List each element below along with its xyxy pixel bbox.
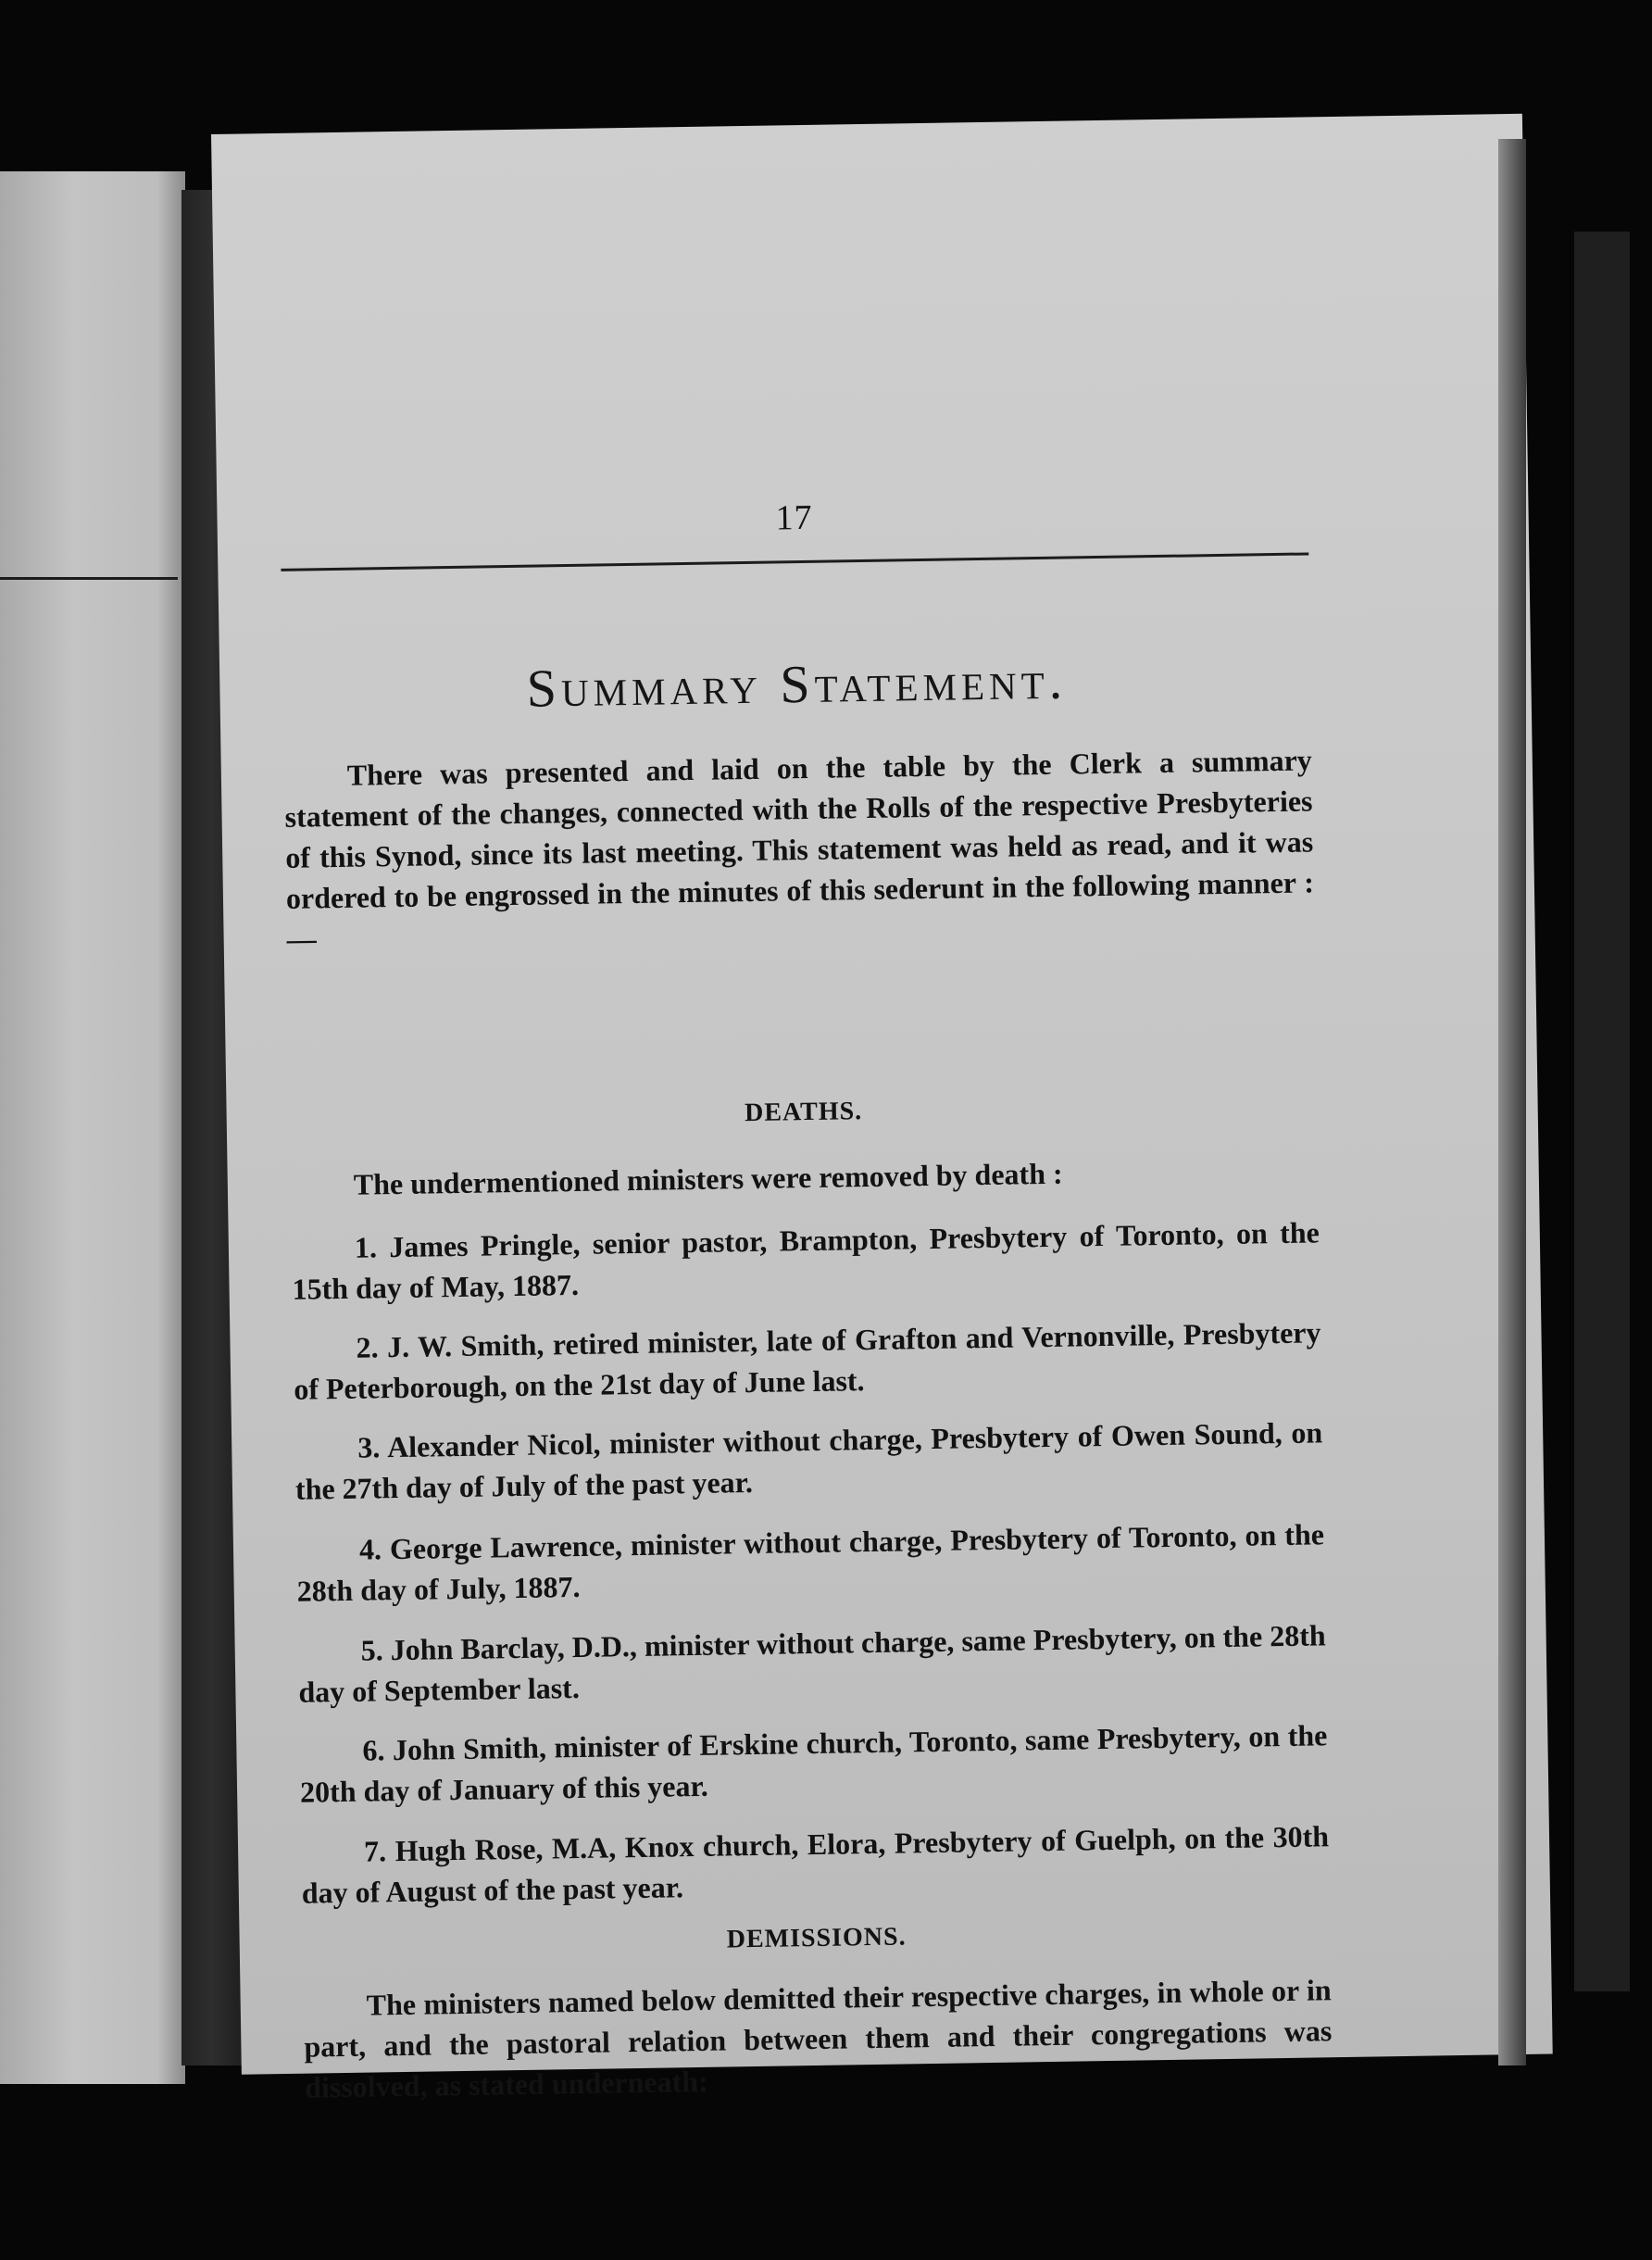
facing-page — [0, 171, 185, 2084]
page-title: Summary Statement. — [526, 649, 1068, 719]
deaths-lead: The undermentioned ministers were removed by death : — [353, 1156, 1063, 1201]
death-entry-6: 6. John Smith, minister of Erskine church, Toronto, same Presbytery, on the 20th day of January of this year. — [299, 1718, 1328, 1809]
death-entry-3: 3. Alexander Nicol, minister without charge, Presbytery of Owen Sound, on the 27th day of July of the past year. — [294, 1415, 1323, 1506]
death-entry-7: 7. Hugh Rose, M.A, Knox church, Elora, Presbytery of Guelph, on the 30th day of August of the past year. — [301, 1819, 1330, 1910]
book-page — [211, 114, 1553, 2104]
demissions-heading: DEMISSIONS. — [726, 1922, 907, 1954]
deaths-heading: DEATHS. — [744, 1097, 863, 1128]
demissions-lead: The ministers named below demitted their respective charges, in whole or in part, and the pastoral relation between them and their congregations was dissolved, as stated underneath: — [304, 1973, 1333, 2104]
intro-paragraph: There was presented and laid on the table by the Clerk a summary statement of the changes, connected with the Rolls of the respective Presbyteries of this Synod, since its last meeting. This statement was held as read, and it was ordered to be engrossed in the minutes of this sederunt in the following manner :— — [284, 743, 1315, 956]
header-rule — [281, 552, 1308, 571]
death-entry-1: 1. James Pringle, senior pastor, Brampton, Presbytery of Toronto, on the 15th day of May, 1887. — [292, 1215, 1320, 1306]
page-edge-shadow — [1498, 139, 1526, 2065]
page-number: 17 — [775, 497, 813, 538]
page-content — [274, 117, 1333, 2104]
scan-edge — [1574, 232, 1630, 1991]
death-entry-4: 4. George Lawrence, minister without charge, Presbytery of Toronto, on the 28th day of July, 1887. — [296, 1517, 1325, 1608]
death-entry-5: 5. John Barclay, D.D., minister without charge, same Presbytery, on the 28th day of September last. — [298, 1618, 1326, 1709]
death-entry-2: 2. J. W. Smith, retired minister, late of Grafton and Vernonville, Presbytery of Peterborough, on the 21st day of June last. — [294, 1315, 1321, 1406]
facing-page-rule — [0, 577, 178, 580]
